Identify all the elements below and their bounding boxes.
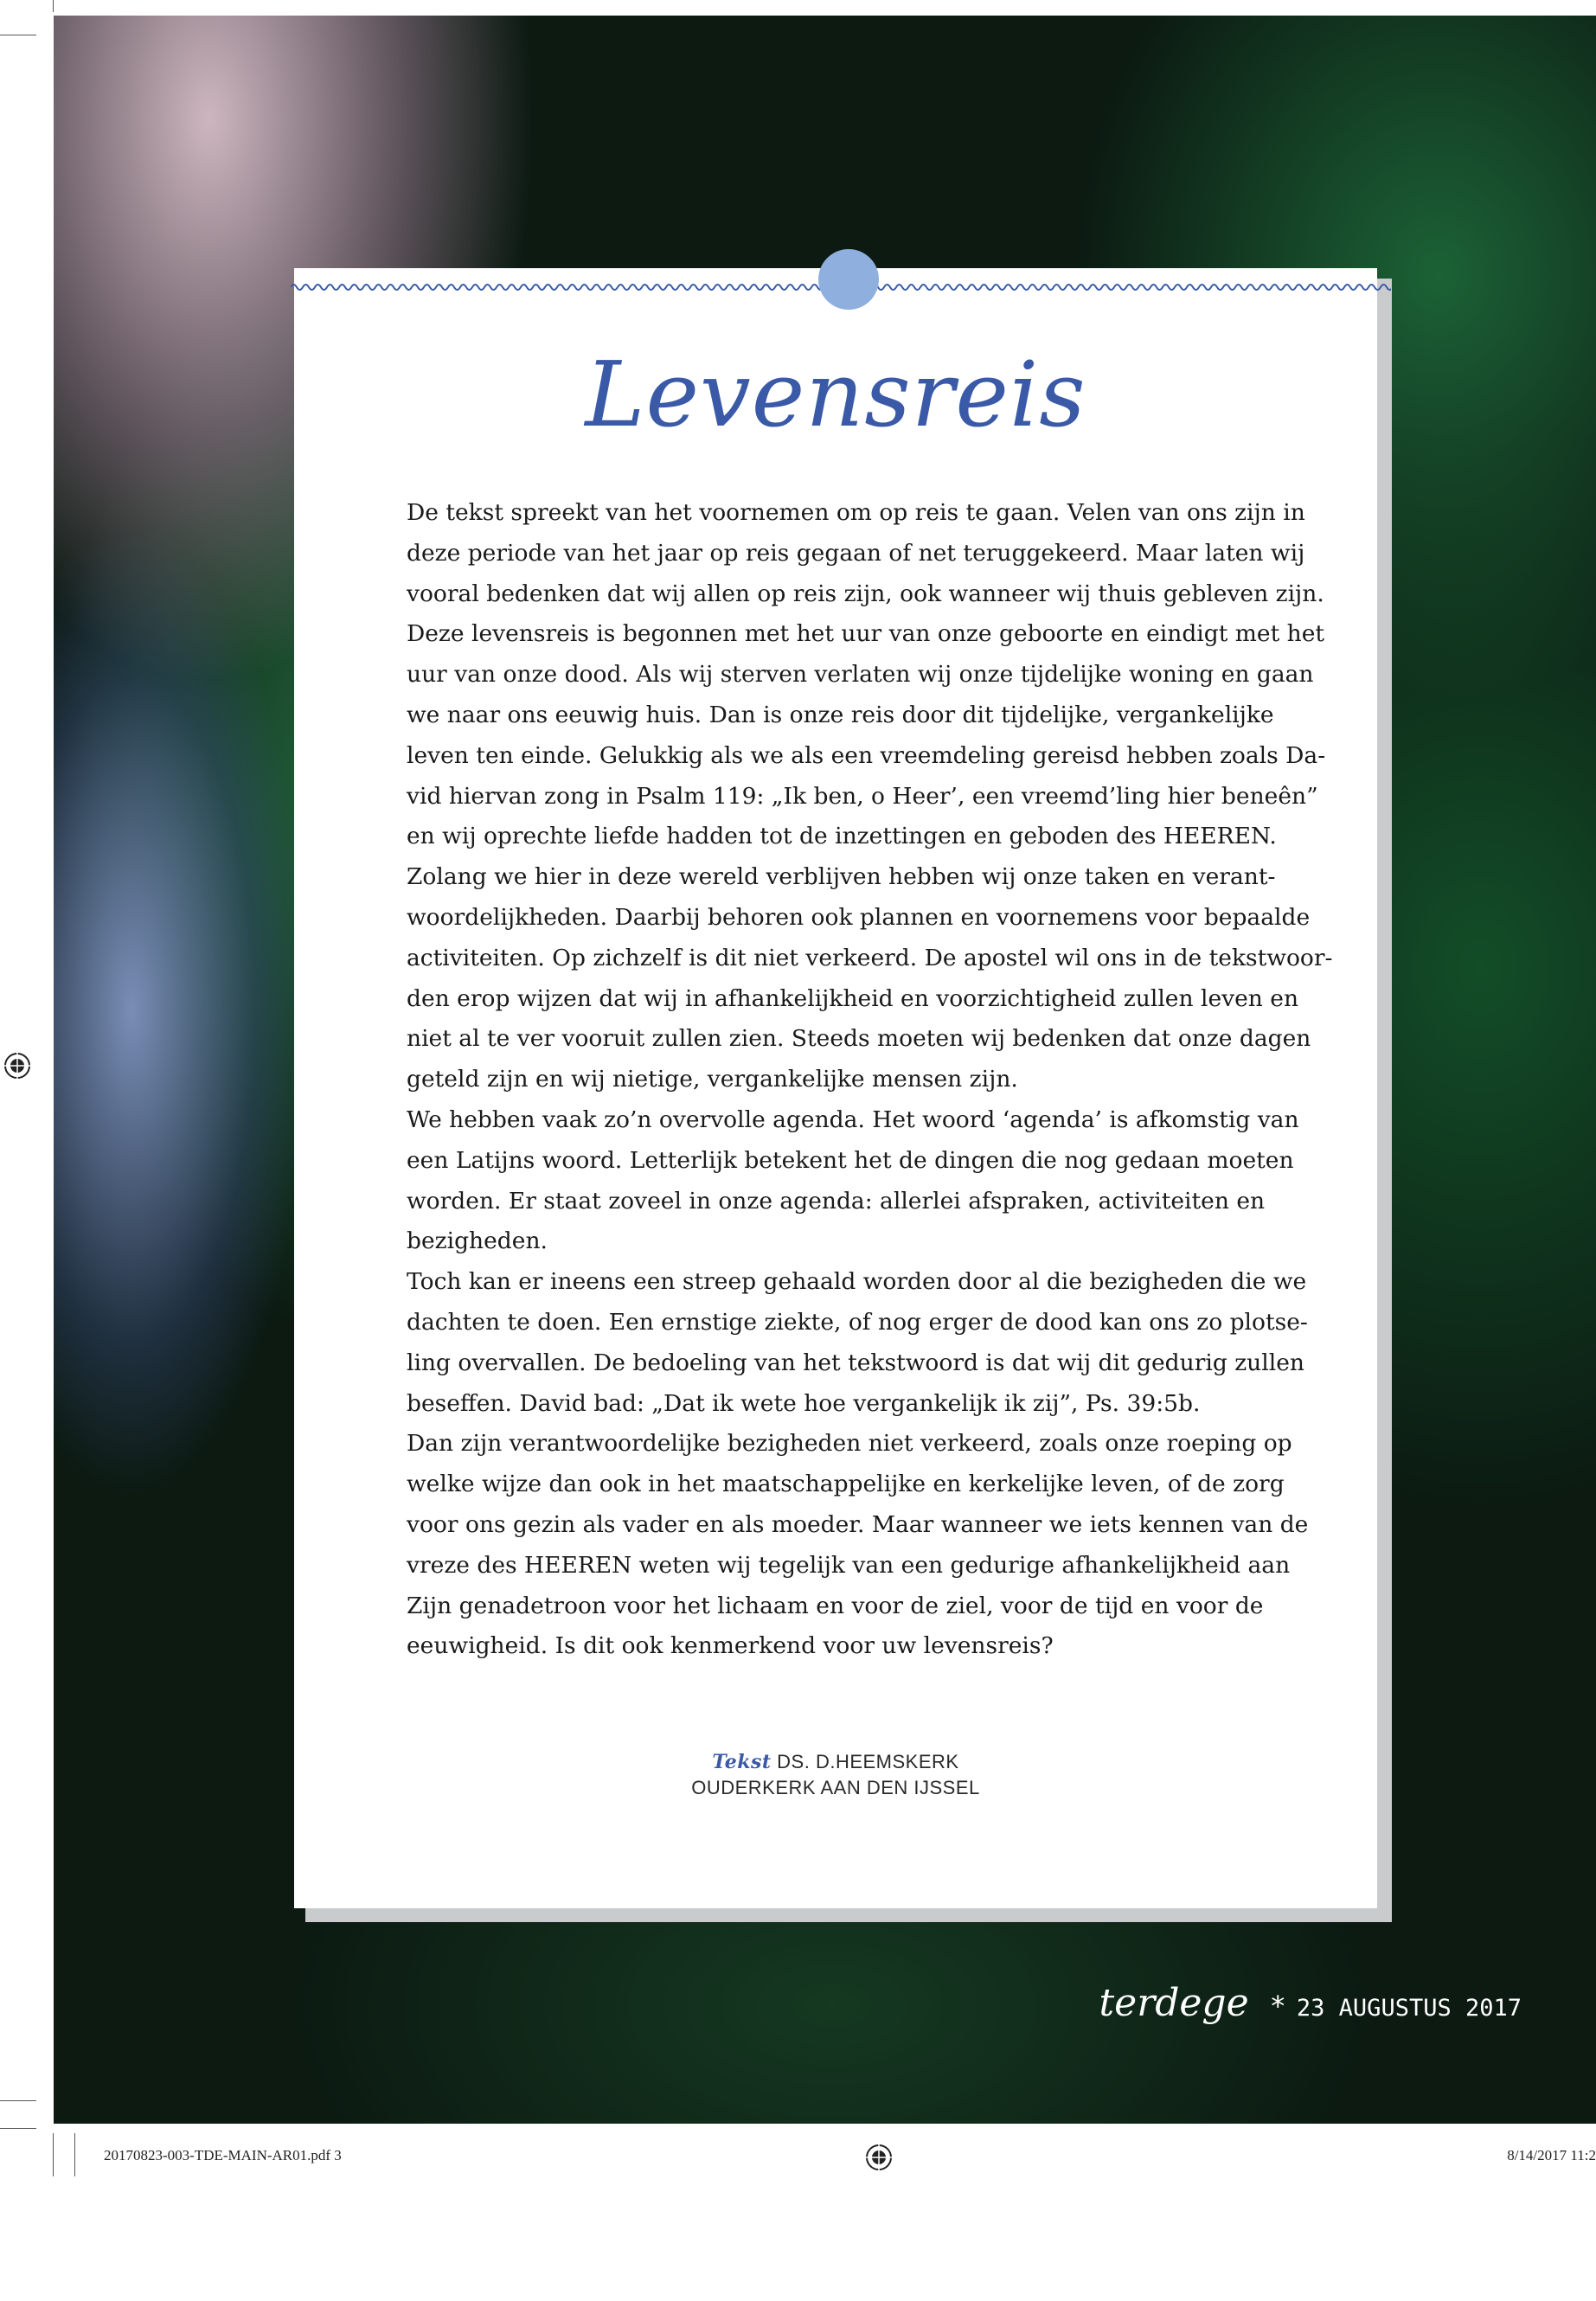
body-line: Deze levensreis is begonnen met het uur van onze geboorte en eindigt met het [407,620,1325,648]
body-line: vid hiervan zong in Psalm 119: „Ik ben, o Heer’, een vreemd’ling hier beneên” [407,782,1318,810]
pin-icon [818,249,879,310]
body-line: den erop wijzen dat wij in afhankelijkheid en voorzichtigheid zullen leven en [407,984,1299,1012]
body-line: Dan zijn verantwoordelijke bezigheden niet verkeerd, zoals onze roeping op [407,1430,1292,1458]
body-line: Toch kan er ineens een streep gehaald worden door al die bezigheden die we [407,1268,1307,1296]
magazine-footer [1099,1981,1522,2025]
print-slug-datetime: 8/14/2017 11:2 [1507,2147,1596,2163]
body-line: welke wijze dan ook in het maatschappelijke en kerkelijke leven, of de zorg [407,1471,1285,1498]
magazine-brand: terdege [1099,1981,1249,2025]
body-line: niet al te ver vooruit zullen zien. Steeds moeten wij bedenken dat onze dagen [407,1025,1311,1053]
body-line: en wij oprechte liefde hadden tot de inzettingen en geboden des HEEREN. [407,823,1277,850]
star-icon: * [1269,1990,1286,2022]
registration-mark-icon [2,1050,33,1081]
body-line: voor ons gezin als vader en als moeder. Maar wanneer we iets kennen van de [407,1510,1309,1538]
body-line: we naar ons eeuwig huis. Dan is onze reis door dit tijdelijke, vergankelijke [407,701,1274,728]
credit-label: Tekst [712,1751,772,1773]
registration-mark-icon [863,2142,894,2173]
body-line: uur van onze dood. Als wij sterven verlaten wij onze tijdelijke woning en gaan [407,661,1314,689]
body-line: een Latijns woord. Letterlijk betekent het de dingen die nog gedaan moeten [407,1146,1294,1174]
body-line: geteld zijn en wij nietige, vergankelijke mensen zijn. [407,1066,1018,1093]
body-line: leven ten einde. Gelukkig als we als een vreemdeling gereisd hebben zoals Da- [407,741,1326,769]
article-title: Levensreis [585,342,1086,447]
article-credit [294,1749,1377,1801]
body-line: Zolang we hier in deze wereld verblijven hebben wij onze taken en verant- [407,863,1276,891]
article-body [407,493,1333,1667]
body-line: bezigheden. [407,1227,548,1255]
print-slug-filename: 20170823-003-TDE-MAIN-AR01.pdf 3 [104,2147,342,2163]
body-line: De tekst spreekt van het voornemen om op reis te gaan. Velen van ons zijn in [407,499,1305,526]
body-line: woordelijkheden. Daarbij behoren ook plannen en voornemens voor bepaalde [407,903,1311,931]
body-line: beseffen. David bad: „Dat ik wete hoe vergankelijk ik zij”, Ps. 39:5b. [407,1389,1201,1417]
credit-author: DS. D.HEEMSKERK [777,1751,959,1772]
crop-mark [53,2133,54,2176]
crop-mark [53,0,54,12]
issue-date: 23 AUGUSTUS 2017 [1296,1995,1522,2022]
body-line: deze periode van het jaar op reis gegaan of net teruggekeerd. Maar laten wij [407,539,1305,567]
crop-mark [74,2133,75,2176]
crop-mark [0,2100,36,2101]
body-line: ling overvallen. De bedoeling van het tekstwoord is dat wij dit gedurig zullen [407,1349,1304,1376]
body-line: vreze des HEEREN weten wij tegelijk van een gedurige afhankelijkheid aan [407,1551,1291,1579]
body-line: vooral bedenken dat wij allen op reis zijn, ook wanneer wij thuis gebleven zijn. [407,580,1324,607]
crop-mark [0,2128,36,2129]
credit-place: OUDERKERK AAN DEN IJSSEL [691,1777,980,1798]
body-line: Zijn genadetroon voor het lichaam en voor de ziel, voor de tijd en voor de [407,1592,1264,1619]
body-line: We hebben vaak zo’n overvolle agenda. Het woord ‘agenda’ is afkomstig van [407,1106,1299,1133]
body-line: dachten te doen. Een ernstige ziekte, of nog erger de dood kan ons zo plotse- [407,1308,1308,1336]
body-line: activiteiten. Op zichzelf is dit niet verkeerd. De apostel wil ons in de tekstwoor- [407,944,1333,971]
body-line: worden. Er staat zoveel in onze agenda: allerlei afspraken, activiteiten en [407,1187,1266,1215]
body-line: eeuwigheid. Is dit ook kenmerkend voor uw levensreis? [407,1632,1054,1660]
